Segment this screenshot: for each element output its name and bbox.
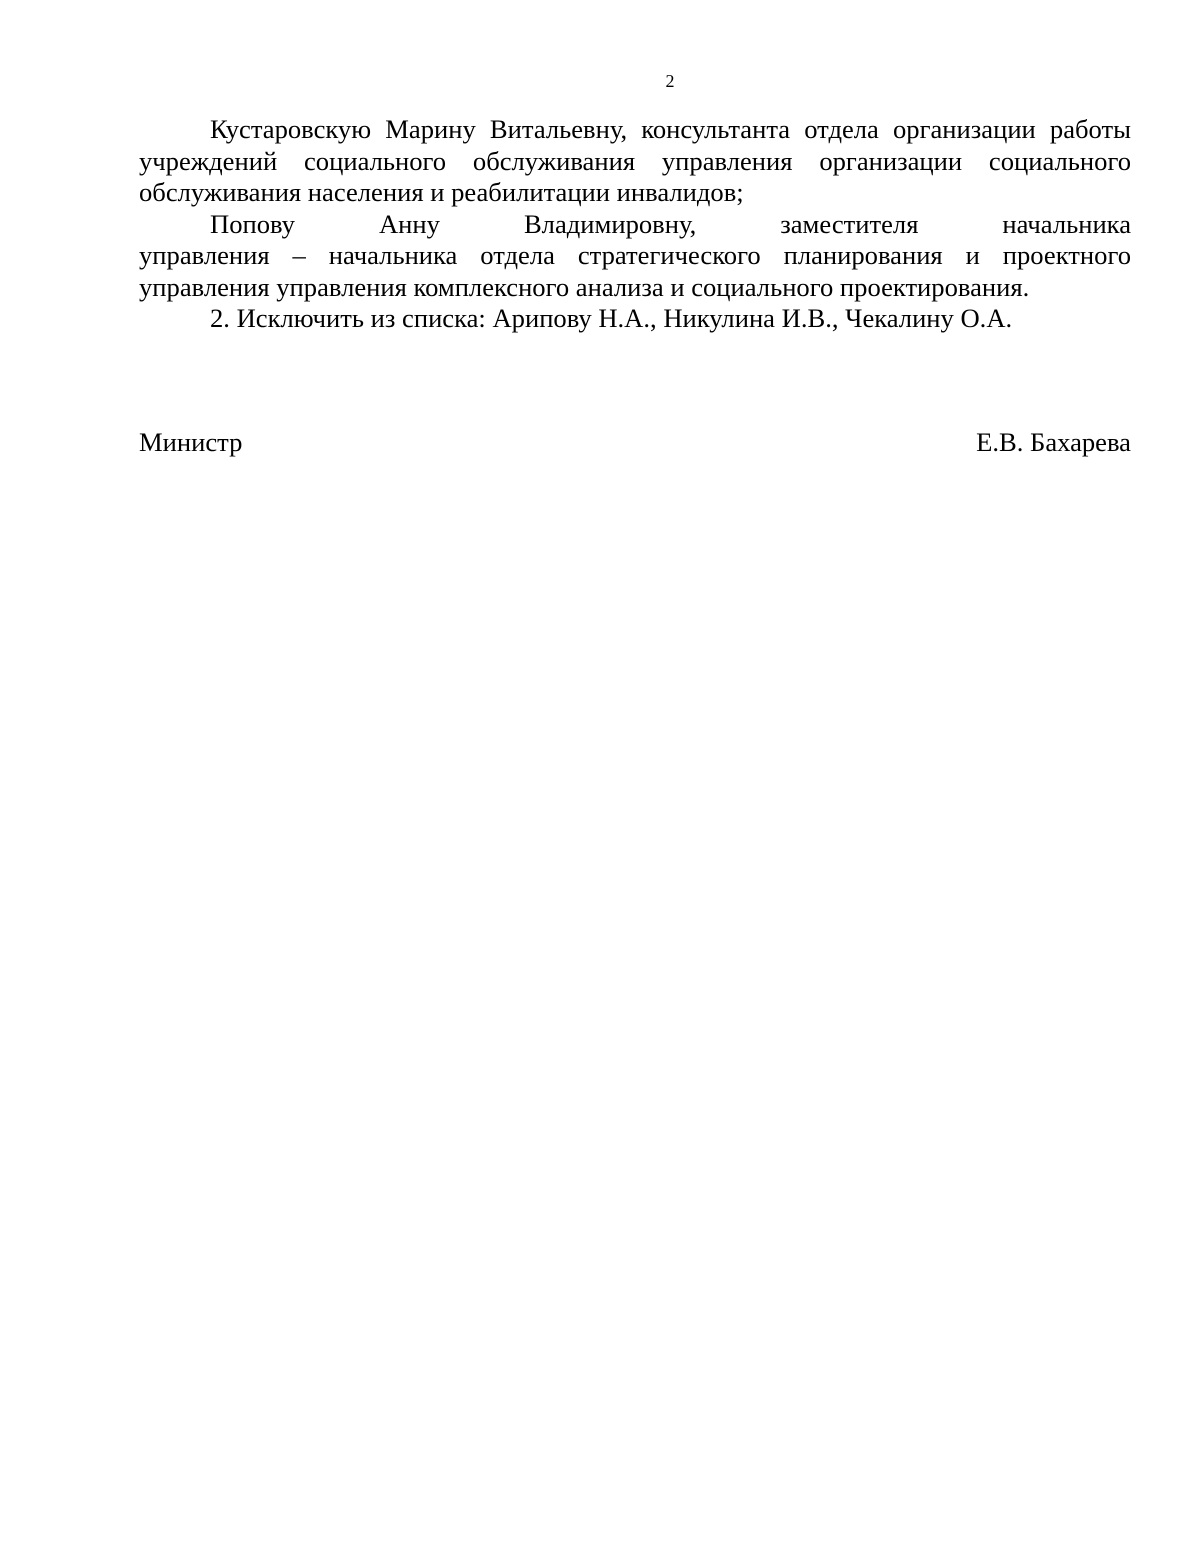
text-line: управления управления комплексного анализа и социального проектирования. bbox=[139, 271, 1030, 302]
signature-block bbox=[139, 426, 1131, 458]
paragraph-exclusion bbox=[139, 303, 1131, 335]
signatory-position: Министр bbox=[139, 427, 243, 457]
paragraph-kustarovskaya bbox=[139, 114, 1131, 209]
text-line: управления – начальника отдела стратегического планирования и проектного bbox=[139, 240, 1131, 270]
signatory-name: Е.В. Бахарева bbox=[976, 427, 1131, 457]
page-number: 2 bbox=[665, 71, 675, 91]
paragraph-popova bbox=[139, 209, 1131, 304]
text-line: Кустаровскую Марину Витальевну, консультанта отдела организации работы bbox=[210, 114, 1131, 144]
text-line: Попову Анну Владимировну, заместителя начальника bbox=[210, 208, 1131, 239]
text-line: учреждений социального обслуживания управления организации социального bbox=[139, 145, 1131, 176]
text-line: 2. Исключить из списка: Арипову Н.А., Никулина И.В., Чекалину О.А. bbox=[210, 303, 1013, 333]
text-line: обслуживания населения и реабилитации инвалидов; bbox=[139, 177, 744, 207]
document-body bbox=[139, 114, 1131, 335]
